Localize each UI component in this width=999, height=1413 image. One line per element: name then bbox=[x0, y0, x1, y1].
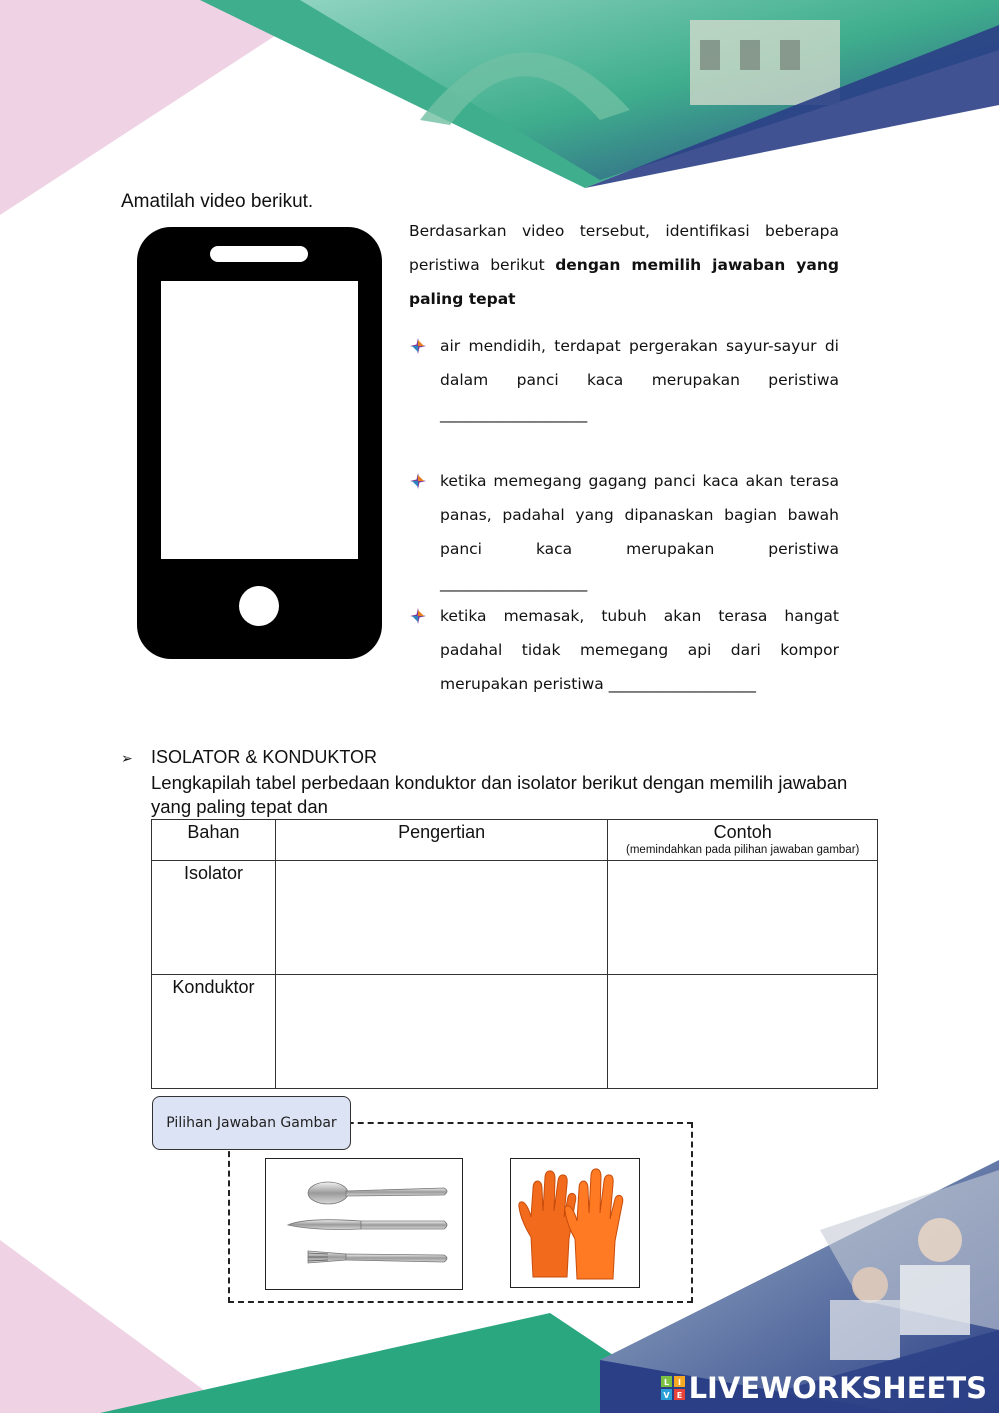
section-heading bbox=[121, 747, 377, 768]
drop-zone-contoh-isolator[interactable] bbox=[608, 861, 878, 975]
table-row bbox=[152, 861, 878, 975]
drop-zone-contoh-konduktor[interactable] bbox=[608, 975, 878, 1089]
drop-zone-pengertian-konduktor[interactable] bbox=[275, 975, 607, 1089]
cutlery-icon bbox=[266, 1159, 461, 1288]
liveworksheets-badge-icon bbox=[661, 1376, 685, 1400]
section-title: ISOLATOR & KONDUKTOR bbox=[151, 747, 378, 767]
pink-triangle-bottom bbox=[0, 1240, 235, 1413]
video-placeholder[interactable] bbox=[137, 227, 382, 659]
question-3: ketika memasak, tubuh akan terasa hangat padahal tidak memegang api dari kompor merupakan peristiwa ___________________ bbox=[440, 607, 839, 693]
arrow-bullet-icon: ➢ bbox=[121, 750, 133, 766]
table-row bbox=[152, 975, 878, 1089]
contoh-note: (memindahkan pada pilihan jawaban gambar) bbox=[626, 844, 860, 856]
intro-text: Amatilah video berikut. bbox=[121, 191, 314, 212]
bullet-icon bbox=[409, 472, 427, 490]
header-pengertian: Pengertian bbox=[275, 820, 607, 861]
answer-choices-label: Pilihan Jawaban Gambar bbox=[152, 1096, 351, 1150]
bullet-icon bbox=[409, 607, 427, 625]
header-contoh bbox=[608, 820, 878, 861]
badge-letter: V bbox=[662, 1391, 670, 1400]
drop-zone-pengertian-isolator[interactable] bbox=[275, 861, 607, 975]
liveworksheets-text: LIVEWORKSHEETS bbox=[688, 1371, 987, 1405]
badge-letter: I bbox=[677, 1378, 681, 1387]
smartphone-icon bbox=[137, 227, 382, 659]
header-contoh-label: Contoh bbox=[713, 822, 772, 842]
choice-cutlery[interactable] bbox=[265, 1158, 463, 1290]
badge-letter: L bbox=[663, 1378, 669, 1387]
cell-bahan-isolator: Isolator bbox=[152, 861, 276, 975]
question-2: ketika memegang gagang panci kaca akan terasa panas, padahal yang dipanaskan bagian bawah panci kaca merupakan peristiwa ___________________ bbox=[440, 472, 839, 592]
bullet-icon bbox=[409, 337, 427, 355]
section-instruction: Lengkapilah tabel perbedaan konduktor dan isolator berikut dengan memilih jawaban yang paling tepat dan bbox=[151, 772, 848, 817]
comparison-table bbox=[151, 819, 878, 1089]
header-bahan: Bahan bbox=[152, 820, 276, 861]
rubber-gloves-icon bbox=[511, 1159, 638, 1286]
lead-bold: dengan memilih jawaban yang paling tepat bbox=[409, 256, 840, 308]
badge-letter: E bbox=[676, 1391, 682, 1400]
lead-text: Berdasarkan video tersebut, identifikasi beberapa peristiwa berikut bbox=[409, 222, 839, 274]
lead-paragraph bbox=[409, 214, 839, 316]
cell-bahan-konduktor: Konduktor bbox=[152, 975, 276, 1089]
liveworksheets-logo bbox=[661, 1371, 987, 1405]
question-1: air mendidih, terdapat pergerakan sayur-sayur di dalam panci kaca merupakan peristiwa ___________________ bbox=[440, 337, 839, 423]
choice-gloves[interactable] bbox=[510, 1158, 640, 1288]
table-header-row bbox=[152, 820, 878, 861]
